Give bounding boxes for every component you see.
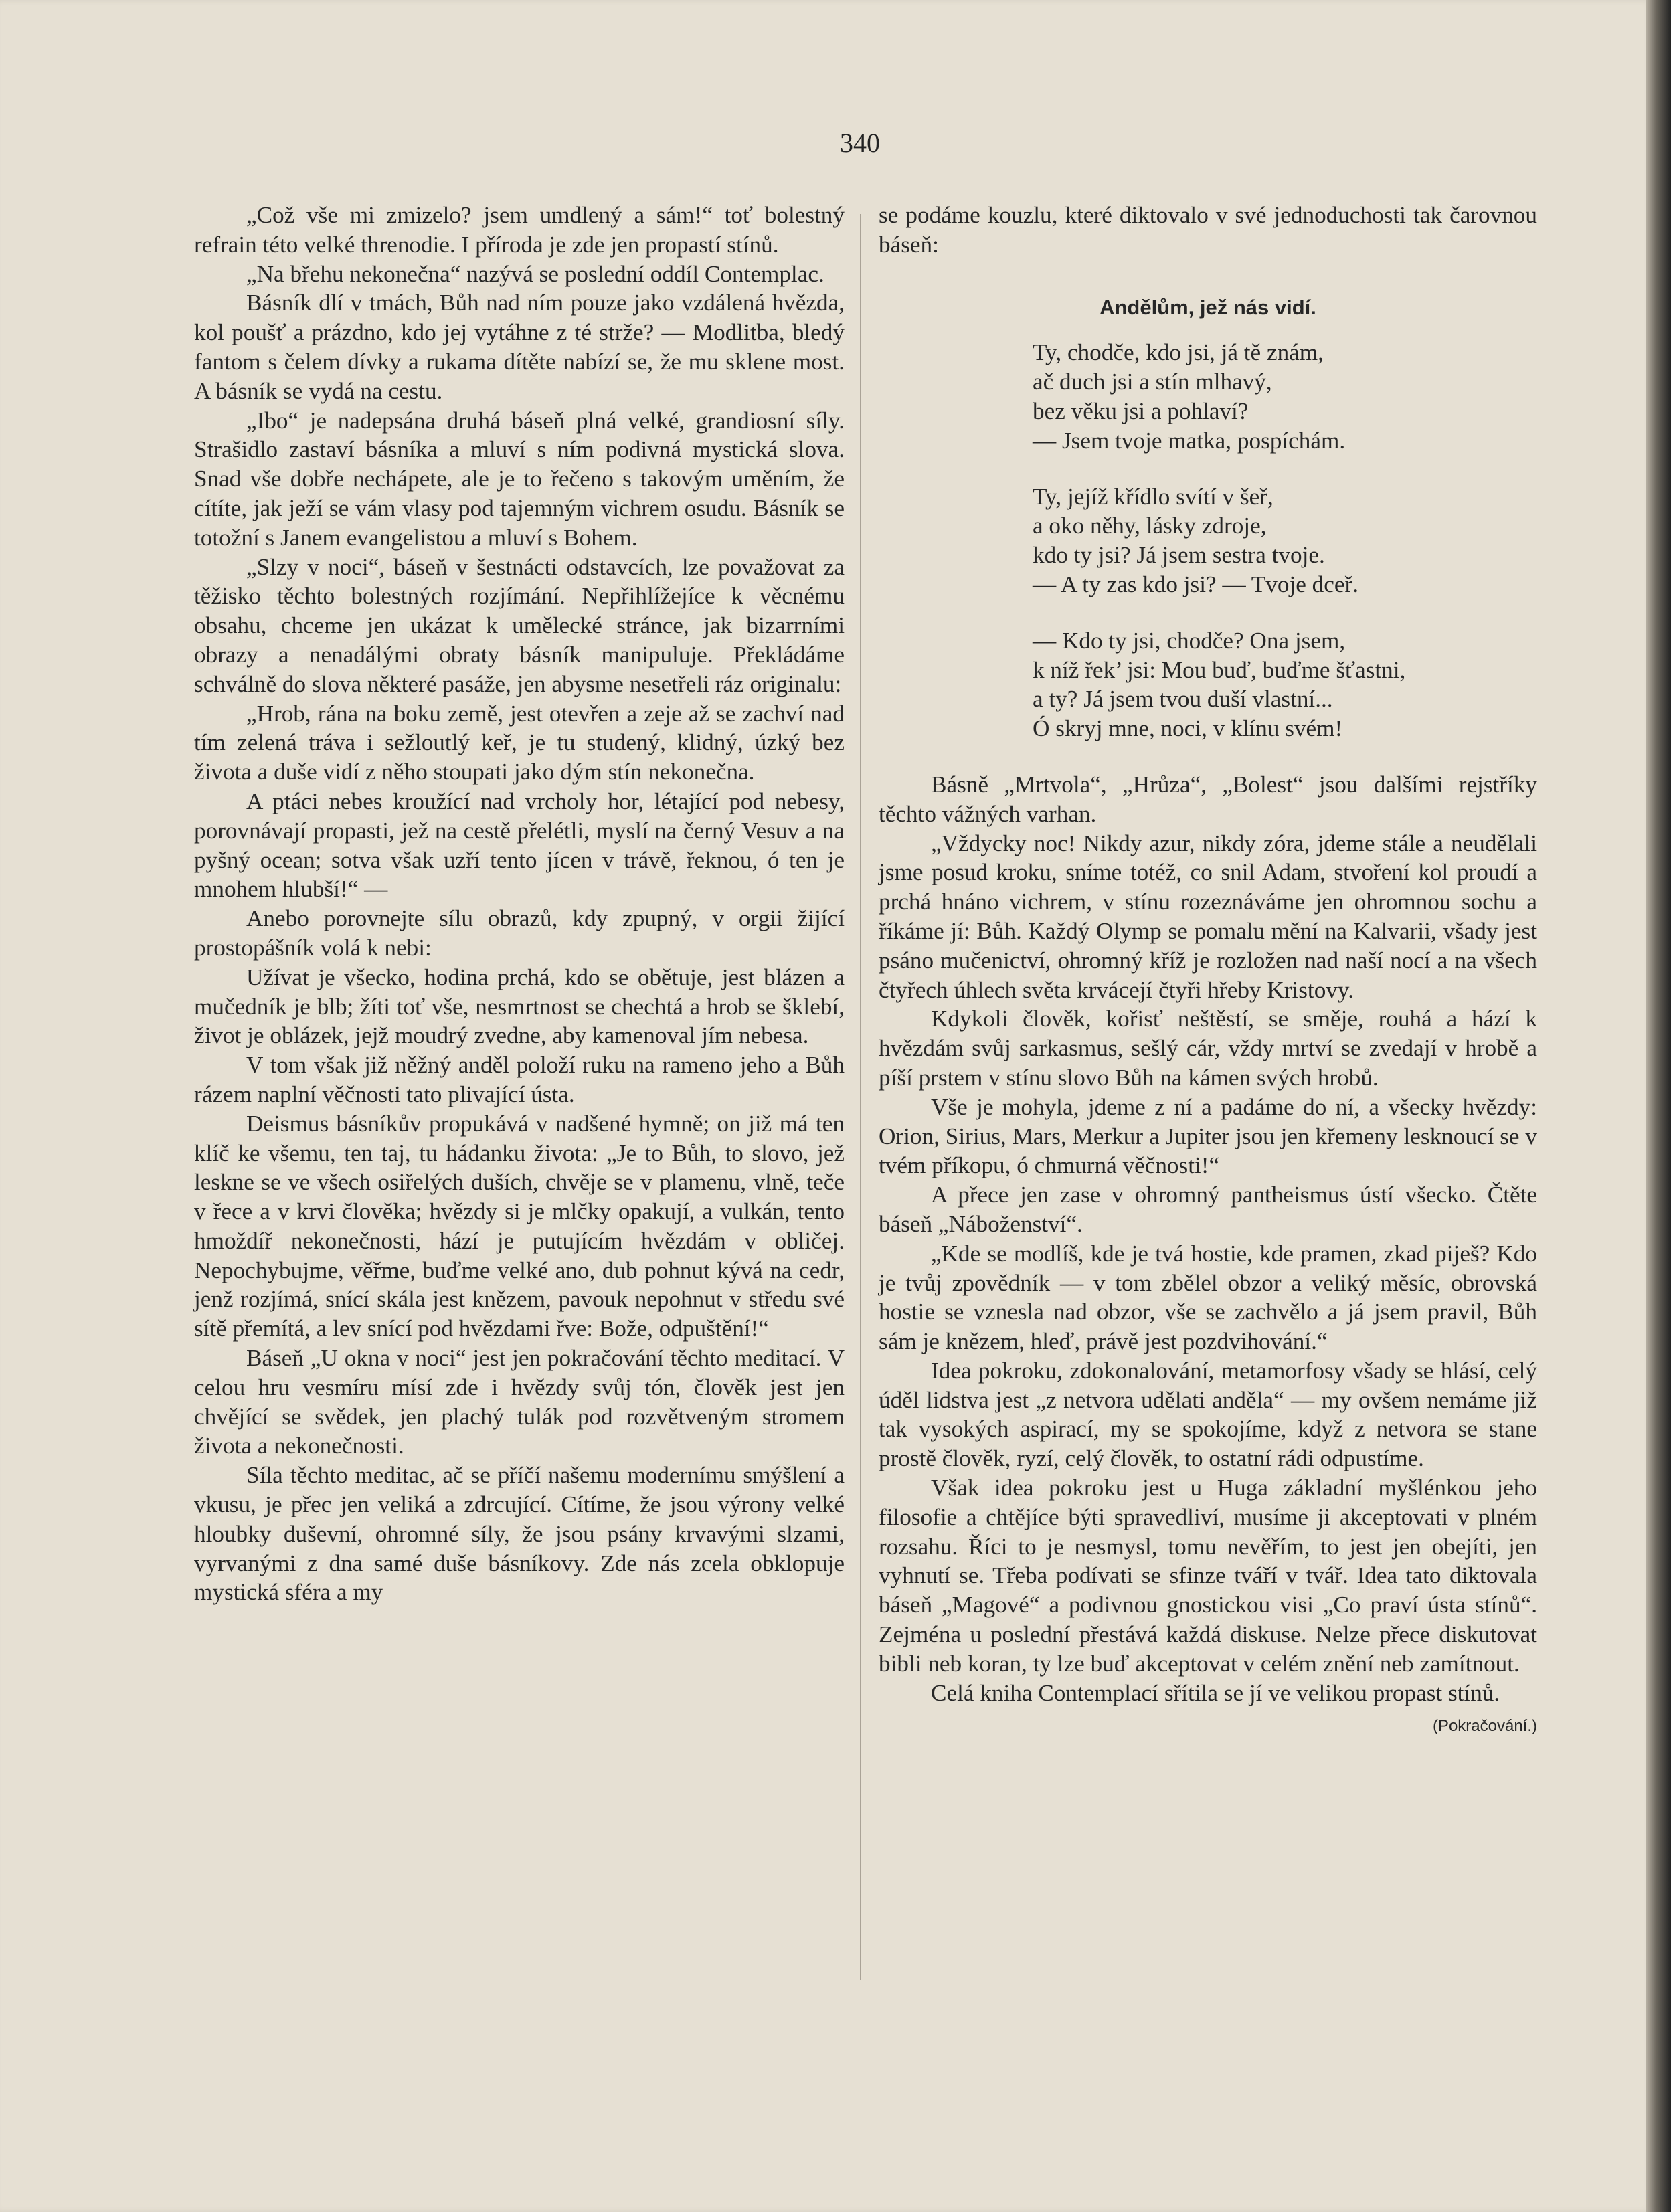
poem-stanza [1033, 626, 1537, 743]
paragraph-text: Celá kniha Contemplací sřítila se jí ve velikou propast stínů. [931, 1679, 1500, 1706]
paragraph: A ptáci nebes kroužící nad vrcholy hor, létající pod nebesy, porovnávají propasti, jež na cestě přelétli, myslí na černý Vesuv a na pyšný ocean; sotva však uzří tento jícen v trávě, řeknou, ó ten je mnohem hlubší!“ — [194, 788, 845, 903]
paragraph: Anebo porovnejte sílu obrazů, kdy zpupný, v orgii žijící prostopášník volá k nebi: [194, 905, 845, 961]
left-column [194, 201, 845, 1607]
paragraph: Užívat je všecko, hodina prchá, kdo se obětuje, jest blázen a mučedník je blb; žíti toť vše, nesmrtnost se chechtá a hrob se šklebí, život je oblázek, jejž moudrý zvedne, aby kamenoval jím nebesa. [194, 963, 845, 1049]
paragraph: Deismus básníkův propukává v nadšené hymně; on již má ten klíč ke všemu, ten taj, tu hádanku života: „Je to Bůh, to slovo, jež leskne se ve všech osiřelých duších, chvěje se v plamenu, vlně, teče v řece a v krvi člověka; hvězdy si je mlčky opakují, a vulkán, tento hmoždíř nekonečnosti, hází je putujícím hvězdám v obličej. Nepochybujme, věřme, buďme velké ano, dub pohnut kývá na cedr, jenž rozjímá, snící skála jest knězem, pavouk nepohnut v středu své sítě přemítá, a lev snící pod hvězdami řve: Bože, odpuštění!“ [194, 1110, 845, 1342]
poem-verse: — Kdo ty jsi, chodče? Ona jsem, [1033, 627, 1346, 654]
continued-note: (Pokračování.) [1432, 1717, 1537, 1736]
paragraph: „Vždycky noc! Nikdy azur, nikdy zóra, jdeme stále a neudělali jsme posud kroku, sníme totéž, co snil Adam, stvoření kol proudí a prchá hnáno vichrem, v stínu rozeznáváme jen ohromnou sochu a říkáme jí: Bůh. Každý Olymp se pomalu mění na Kalvarii, všady jest psáno mučenictví, ohromný kříž je rozložen nad naší nocí a na všech čtyřech úhlech světa krvácejí čtyři hřeby Kristovy. [879, 830, 1537, 1003]
poem-verse: a ty? Já jsem tvou duší vlastní... [1033, 686, 1333, 713]
column-divider [860, 214, 861, 1980]
poem-verse: — A ty zas kdo jsi? — Tvoje dceř. [1033, 571, 1359, 597]
poem-verse: ač duch jsi a stín mlhavý, [1033, 369, 1272, 395]
paragraph: „Ibo“ je nadepsána druhá báseň plná velké, grandiosní síly. Strašidlo zastaví básníka a mluví s ním podivná mystická slova. Snad vše dobře nechápete, ale je to řečeno s takovým uměním, že cítíte, jak ježí se vám vlasy pod tajemným vichrem osudu. Básník se totožní s Janem evangelistou a mluví s Bohem. [194, 407, 845, 551]
poem-verse: bez věku jsi a pohlaví? [1033, 397, 1249, 424]
paragraph-continuation: se podáme kouzlu, které diktovalo v své jednoduchosti tak čarovnou báseň: [879, 202, 1537, 258]
right-column [879, 201, 1537, 1741]
poem-verse: a oko něhy, lásky zdroje, [1033, 513, 1267, 539]
book-edge [1646, 0, 1671, 2212]
paragraph: Báseň „U okna v noci“ jest jen pokračování těchto meditací. V celou hru vesmíru mísí zde i hvězdy svůj tón, člověk jest jen chvějící se svědek, jen plachý tulák pod rozvětveným stromem života a nekonečnosti. [194, 1345, 845, 1459]
poem-verse: Ty, chodče, kdo jsi, já tě znám, [1033, 339, 1324, 366]
paragraph: Síla těchto meditac, ač se příčí našemu modernímu smýšlení a vkusu, je přec jen veliká a zdrcující. Cítíme, že jsou výrony velké hloubky duševní, ohromné síly, že jsou psány krvavými slzami, vyrvanými z dna samé duše básníkovy. Zde nás zcela obklopuje mystická sféra a my [194, 1462, 845, 1606]
paragraph: Básník dlí v tmách, Bůh nad ním pouze jako vzdálená hvězda, kol poušť a prázdno, kdo jej vytáhne z té strže? — Modlitba, bledý fantom s čelem dívky a rukama dítěte nabízí se, že mu sklene most. A básník se vydá na cestu. [194, 290, 845, 404]
poem-verse: k níž řek’ jsi: Mou buď, buďme šťastni, [1033, 656, 1406, 683]
poem-title: Andělům, jež nás vidí. [1100, 295, 1316, 319]
poem-verse: Ty, jejíž křídlo svítí v šeř, [1033, 483, 1273, 510]
right-column-body [879, 770, 1537, 1736]
paragraph: „Slzy v noci“, báseň v šestnácti odstavcích, lze považovat za těžisko těchto bolestných rozjímání. Nepřihlížejíce k věcnému obsahu, chceme jen ukázat k umělecké stránce, jak bizarrními obrazy a nenadálými obraty básník manipuluje. Překládáme schválně do slova některé pasáže, jen abysme nesetřeli ráz originalu: [194, 553, 845, 697]
paragraph: „Hrob, rána na boku země, jest otevřen a zeje až se zachví nad tím zelená tráva i sežloutlý keř, je tu studený, klidný, úzký bez života a duše vidí z něho stoupati jako dým stín nekonečna. [194, 700, 845, 786]
paragraph: „Kde se modlíš, kde je tvá hostie, kde pramen, zkad piješ? Kdo je tvůj zpovědník — v tom zbělel obzor a veliký měsíc, obrovská hostie se vznesla nad obzor, vše se zachvělo a já jsem pravil, Bůh sám je knězem, hleď, právě jest pozdvihování.“ [879, 1240, 1537, 1355]
page-number: 340 [840, 128, 880, 158]
paragraph: A přece jen zase v ohromný pantheismus ústí všecko. Čtěte báseň „Náboženství“. [879, 1182, 1537, 1237]
poem-verse: — Jsem tvoje matka, pospíchám. [1033, 427, 1346, 454]
poem-verse: Ó skryj mne, noci, v klínu svém! [1033, 715, 1343, 742]
poem-verse: kdo ty jsi? Já jsem sestra tvoje. [1033, 542, 1325, 569]
paragraph: „Což vše mi zmizelo? jsem umdlený a sám!“ toť bolestný refrain této velké threnodie. I příroda je zde jen propastí stínů. [194, 202, 845, 258]
poem-stanza [1033, 482, 1537, 600]
paragraph: Básně „Mrtvola“, „Hrůza“, „Bolest“ jsou dalšími rejstříky těchto vážných varhan. [879, 771, 1537, 827]
poem-stanza [1033, 338, 1537, 455]
paragraph: Vše je mohyla, jdeme z ní a padáme do ní, a všecky hvězdy: Orion, Sirius, Mars, Merkur a Jupiter jsou jen křemeny lesknoucí se v tvém příkopu, ó chmurná věčnosti!“ [879, 1093, 1537, 1179]
paragraph: V tom však již něžný anděl položí ruku na rameno jeho a Bůh rázem naplní věčnosti tato plivající ústa. [194, 1052, 845, 1107]
paragraph: „Na břehu nekonečna“ nazývá se poslední oddíl Contemplac. [246, 260, 824, 287]
paragraph-last [879, 1679, 1537, 1736]
paragraph: Však idea pokroku jest u Huga základní myšlénkou jeho filosofie a chtějíce býti spravedliví, musíme ji akceptovati v plném rozsahu. Říci to je nesmysl, tomu nevěřím, to jest jen obejíti, jen vyhnutí se. Třeba podívati se sfinze tváří v tvář. Idea tato diktovala báseň „Magové“ a podivnou gnostickou visi „Co praví ústa stínů“. Zejména u poslední přestává každá diskuse. Nelze přece diskutovat bibli neb koran, ty lze buď akceptovat v celém znění neb zamítnout. [879, 1475, 1537, 1677]
paragraph: Kdykoli člověk, kořisť neštěstí, se směje, rouhá a hází k hvězdám svůj sarkasmus, sešlý cár, vždy mrtví se zvedají v hrobě a píší prstem v stínu slovo Bůh na kámen svých hrobů. [879, 1006, 1537, 1091]
paragraph: Idea pokroku, zdokonalování, metamorfosy všady se hlásí, celý úděl lidstva jest „z netvora udělati anděla“ — my ovšem nemáme již tak vysokých aspirací, my se spokojíme, když z netvora se stane prostě člověk, ryzí, celý člověk, to ostatní rádi odpustíme. [879, 1357, 1537, 1472]
